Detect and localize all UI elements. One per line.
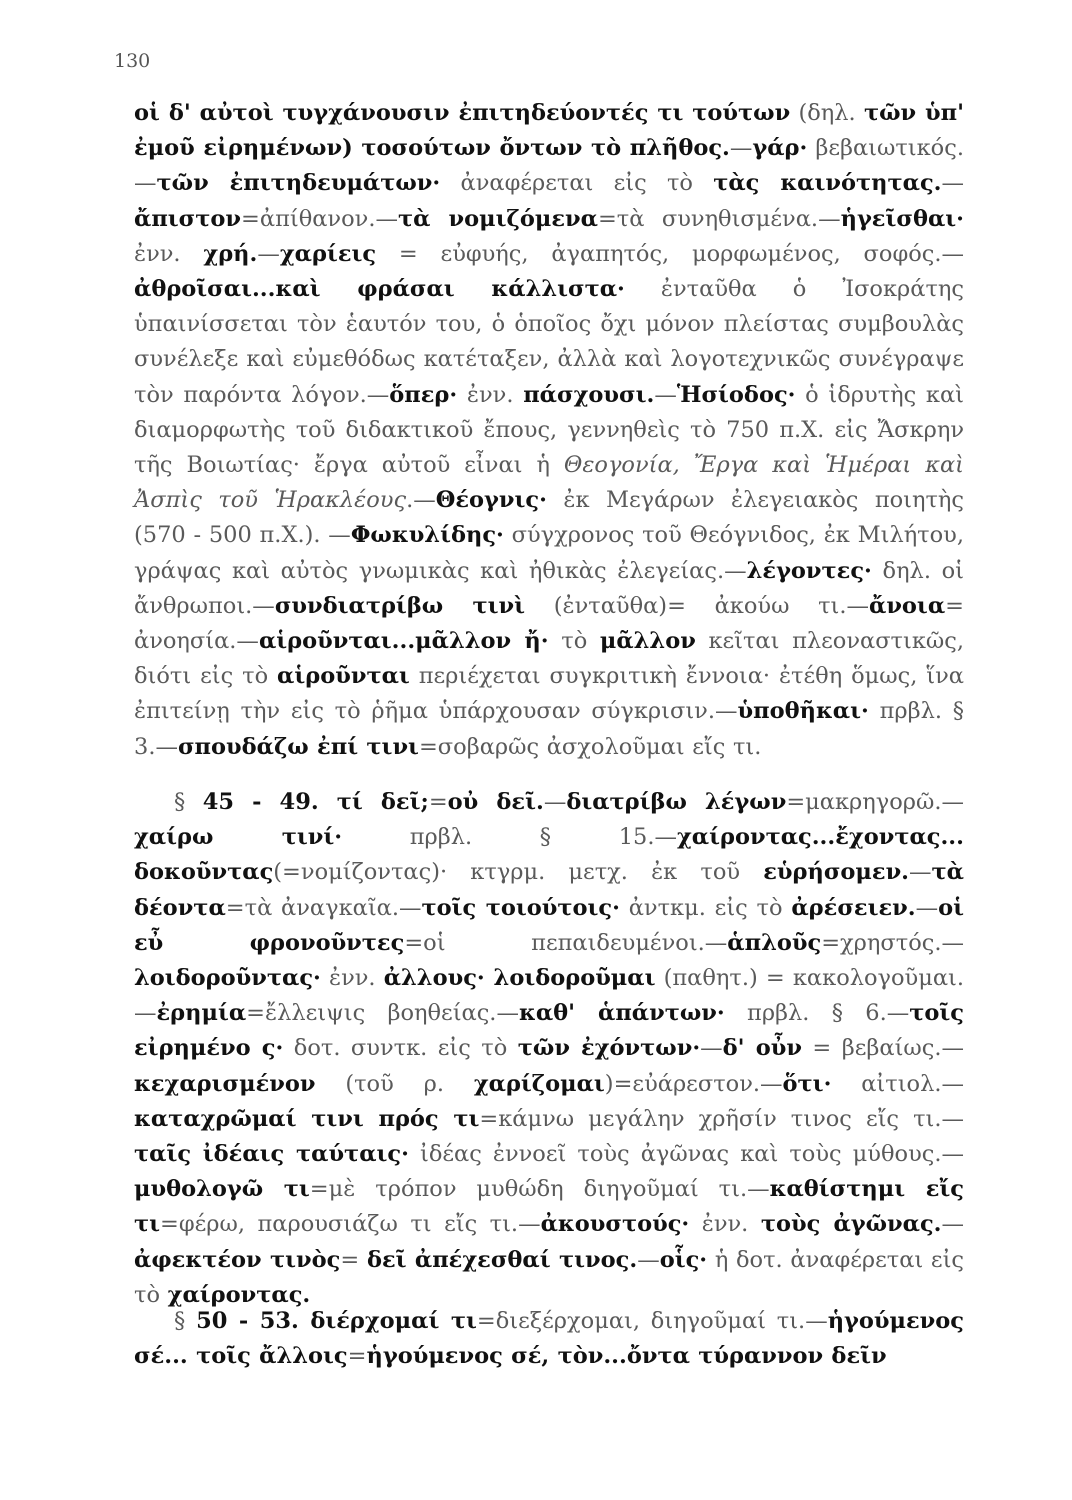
gloss-text: =φέρω, παρουσιάζω τι εἴς τι.— [160,1211,541,1238]
lemma-term: τοὺς ἀγῶνας. [760,1211,942,1238]
lemma-term: τῶν ὑπ' ἐμοῦ εἰρημένων) τοσούτων ὄντων τὸ πλῆθος. [134,100,964,162]
lemma-term: διατρίβω λέγων [566,789,787,815]
lemma-term: λέγοντες· [746,557,872,584]
lemma-term: ἡγούμενος σέ... τοῖς ἄλλοις [134,1308,964,1370]
gloss-text: ἰδέας ἐννοεῖ τοὺς ἀγῶνας καὶ τοὺς μύθους.— [408,1141,964,1168]
gloss-text: (=νομίζοντας)· κτγρμ. μετχ. ἐκ τοῦ [273,859,764,886]
lemma-term: δ' οὖν [722,1035,802,1062]
gloss-text: ἐνν. [689,1211,761,1238]
gloss-text: τὸ [548,628,600,655]
gloss-text: — [700,1035,723,1062]
lemma-term: δεῖ ἀπέχεσθαί τινος. [366,1246,638,1273]
lemma-term: τὰ δέοντα [134,859,964,921]
lemma-term: οἱ δ' αὐτοὶ τυγχάνουσιν ἐπιτηδεύοντές τι τούτων [134,100,791,126]
lemma-term: Θέογνις· [435,487,547,514]
gloss-text: — [729,135,753,162]
lemma-term: καθίστημι εἴς τι [134,1176,964,1238]
commentary-paragraph-1 [134,96,964,765]
gloss-text: =κάμνω μεγάλην χρῆσίν τινος εἴς τι.— [479,1105,965,1132]
gloss-text: =ἔλλειψις βοηθείας.— [246,1000,519,1027]
gloss-text: (τοῦ ρ. [315,1070,474,1097]
gloss-text: πρβλ. § 3.— [134,698,965,760]
gloss-text: =τὰ ἀναγκαῖα.— [225,894,422,921]
lemma-term: ἀκουστούς· [540,1211,690,1238]
lemma-term: οἷς· [659,1246,708,1273]
gloss-text: (δηλ. [790,100,864,126]
gloss-text: ἀναφέρεται εἰς τὸ [440,170,714,197]
gloss-text: =σοβαρῶς ἀσχολοῦμαι εἴς τι. [418,733,762,760]
lemma-term: τῶν ἐχόντων· [517,1035,701,1062]
lemma-term: τοῖς τοιούτοις· [421,894,620,921]
gloss-text: κεῖται πλεοναστικῶς, διότι εἰς τὸ [134,628,964,690]
lemma-term: τὰς καινότητας. [713,170,942,197]
gloss-text: = [340,1246,367,1273]
lemma-term: ὑποθῆκαι· [737,698,869,725]
gloss-text: (παθητ.) = κακολογοῦμαι.— [134,965,965,1027]
gloss-text: — [941,1211,965,1238]
gloss-text: βεβαιωτικός.— [134,135,964,197]
lemma-term: τῶν ἐπιτηδευμάτων· [156,170,441,197]
gloss-text: =τὰ συνηθισμένα.— [597,205,841,232]
gloss-text: ὁ ἱδρυτὴς καὶ διαμορφωτὴς τοῦ διδακτικοῦ ἔπους, γεννηθεὶς τὸ 750 π.Χ. εἰς Ἄσκρην τῆς Βοιωτίας· ἔργα αὐτοῦ εἶναι ἡ [134,381,965,479]
gloss-text: = ἀνοησία.— [134,592,964,655]
gloss-text: ἐνταῦθα ὁ Ἰσοκράτης ὑπαινίσσεται τὸν ἑαυτόν του, ὁ ὁποῖος ὄχι μόνον πλείστας συμβουλὰς συνέλεξε καὶ εὐμεθόδως κατέταξεν, ἀλλὰ καὶ λογοτεχνικῶς συνέγραψε τὸν παρόντα λόγον.— [134,276,964,408]
gloss-text: — [257,240,280,267]
gloss-text: § [174,1308,197,1334]
lemma-term: χαρίζομαι [473,1070,605,1097]
lemma-term: ἀθροῖσαι...καὶ φράσαι κάλλιστα· [134,276,625,303]
lemma-term: Φωκυλίδης· [350,522,504,549]
gloss-text: αἰτιολ.— [831,1070,964,1097]
gloss-text: = βεβαίως.— [801,1035,964,1062]
lemma-term: γάρ· [752,135,808,162]
lemma-term: ἡγούμενος σέ, τὸν...ὄντα τύραννον δεῖν [366,1343,887,1370]
gloss-text: =μὲ τρόπον μυθώδη διηγοῦμαί τι.— [309,1176,770,1203]
gloss-text: — [637,1246,660,1273]
lemma-term: ἀλλους· λοιδοροῦμαι [383,965,656,992]
lemma-term: μᾶλλον [599,628,696,655]
lemma-term: 45 - 49. τί δεῖ; [202,789,429,815]
lemma-term: χαίροντας. [167,1281,311,1308]
gloss-text: =διεξέρχομαι, διηγοῦμαί τι.— [476,1308,828,1334]
lemma-term: ἄνοια [869,592,946,619]
gloss-text: (ἐνταῦθα)= ἀκούω τι.— [525,592,869,619]
lemma-term: σπουδάζω ἐπί τινι [177,733,419,760]
lemma-term: χαίροντας...ἔχοντας... δοκοῦντας [134,824,964,886]
lemma-term: τὰ νομιζόμενα [397,205,598,232]
lemma-term: πάσχουσι. [523,381,655,408]
gloss-text: Θεογονία, Ἔργα καὶ Ἡμέραι καὶ Ἀσπὶς τοῦ Ἡρακλέους [134,452,964,514]
lemma-term: ἄπιστον [134,205,242,232]
gloss-text: πρβλ. § 6.— [724,1000,910,1027]
gloss-text: =μακρηγορῶ.— [786,789,964,815]
commentary-paragraph-2 [134,785,964,1313]
gloss-text: =οἱ πεπαιδευμένοι.— [404,929,728,956]
lemma-term: χαίρω τινί· [134,824,343,851]
gloss-text: — [915,894,939,921]
lemma-term: λοιδοροῦντας· [134,965,321,992]
gloss-text: — [941,170,964,197]
lemma-term: αἱροῦνται...μᾶλλον ἤ· [258,628,549,655]
gloss-text: =ἀπίθανον.— [241,205,398,232]
gloss-text: περιέχεται συγκριτικὴ ἔννοια· ἐτέθη ὅμως, ἵνα ἐπιτείνῃ τὴν εἰς τὸ ῥῆμα ὑπάρχουσαν σύγκρισιν.— [134,663,964,725]
lemma-term: καταχρῶμαί τινι πρός τι [134,1105,480,1132]
gloss-text: ἐνν. [134,240,204,267]
lemma-term: καθ' ἁπάντων· [518,1000,725,1027]
gloss-text: = [347,1343,367,1370]
lemma-term: χρή. [203,240,258,267]
lemma-term: ἀρέσειεν. [791,894,916,921]
gloss-text: ἐνν. [320,965,384,992]
lemma-term: Ἡσίοδος· [676,381,796,408]
gloss-text: = [428,789,448,815]
gloss-text: σύγχρονος τοῦ Θεόγνιδος, ἐκ Μιλήτου, γράψας καὶ αὐτὸς γνωμικὰς καὶ ἠθικὰς ἐλεγείας.— [134,522,965,584]
lemma-term: εὑρήσομεν. [763,859,910,886]
gloss-text: — [654,381,677,408]
gloss-text: = εὐφυής, ἀγαπητός, μορφωμένος, σοφός.— [376,240,965,267]
lemma-term: ὅπερ· [389,381,458,408]
lemma-term: μυθολογῶ τι [134,1176,310,1203]
lemma-term: ἁπλοῦς [727,929,822,956]
lemma-term: οὐ δεῖ. [447,789,544,815]
gloss-text: ἡ δοτ. ἀναφέρεται εἰς τὸ [134,1246,964,1308]
gloss-text: )=εὐάρεστον.— [604,1070,783,1097]
gloss-text: .— [406,487,436,514]
page-number: 130 [114,50,151,72]
lemma-term: χαρίεις [279,240,377,267]
gloss-text: — [543,789,567,815]
gloss-text: § [174,789,203,815]
lemma-term: ἡγεῖσθαι· [840,205,965,232]
lemma-term: ἐρημία [156,1000,247,1027]
lemma-term: ὅτι· [782,1070,832,1097]
lemma-term: οἱ εὖ φρονοῦντες [134,894,964,956]
gloss-text: πρβλ. § 15.— [342,824,677,851]
lemma-term: ταῖς ἰδέαις ταύταις· [134,1141,409,1168]
lemma-term: αἱροῦνται [277,663,410,690]
lemma-term: ἀφεκτέον τινὸς [134,1246,341,1273]
lemma-term: συνδιατρίβω τινὶ [274,592,526,619]
lemma-term: κεχαρισμένον [134,1070,316,1097]
lemma-term: τοῖς εἰρημένο ς· [134,1000,964,1062]
gloss-text: ἀντκμ. εἰς τὸ [619,894,792,921]
gloss-text: δηλ. οἱ ἄνθρωποι.— [134,557,964,619]
gloss-text: =χρηστός.— [821,929,964,956]
gloss-text: ἐνν. [457,381,524,408]
commentary-paragraph-3 [134,1304,964,1374]
gloss-text: ἐκ Μεγάρων ἐλεγειακὸς ποιητὴς (570 - 500 π.Χ.). — [134,487,964,549]
lemma-term: 50 - 53. διέρχομαί τι [196,1308,477,1334]
gloss-text: — [909,859,932,886]
gloss-text: δοτ. συντκ. εἰς τὸ [283,1035,518,1062]
